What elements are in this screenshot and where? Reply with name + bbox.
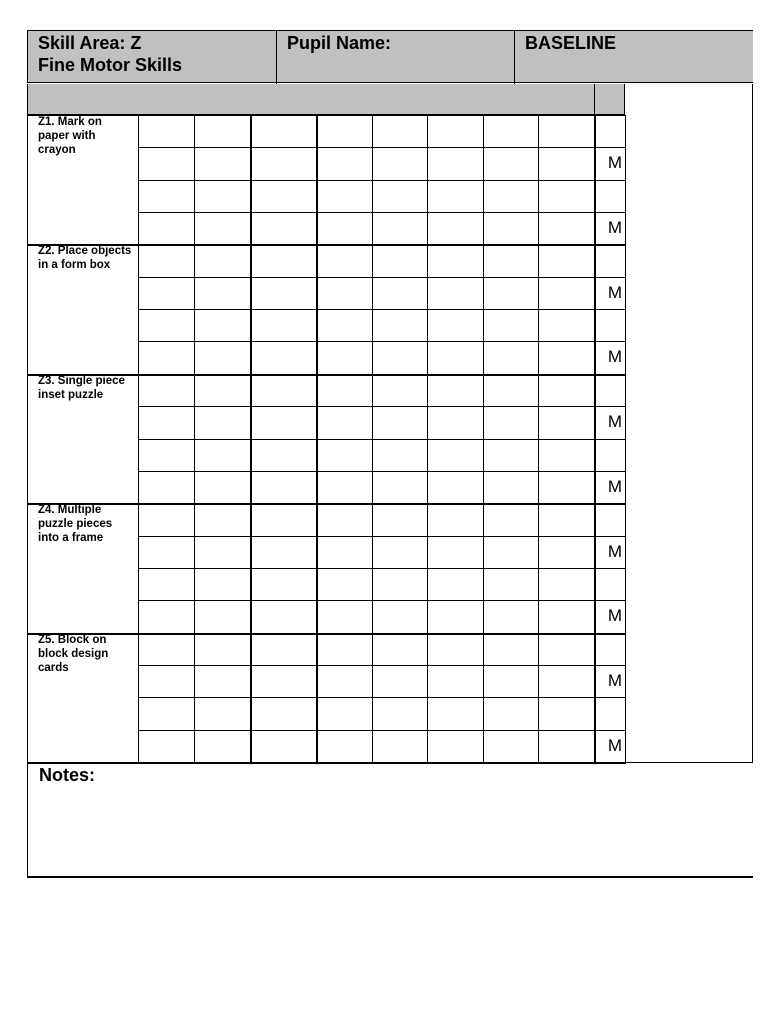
mastery-mark: M (607, 736, 623, 755)
column-header-bar (27, 84, 594, 115)
grid-row-line (138, 277, 626, 278)
grid-row-line (138, 309, 626, 310)
mastery-mark: M (607, 218, 623, 237)
grid-row-line (138, 212, 626, 213)
notes-label: Notes: (39, 765, 96, 785)
mastery-mark: M (607, 671, 623, 690)
grid-row-line (138, 406, 626, 407)
mastery-mark: M (607, 542, 623, 561)
mastery-mark: M (607, 477, 623, 496)
assessment-sheet (27, 30, 753, 878)
skill-label: Z2. Place objects in a form box (38, 245, 132, 271)
header-row (27, 30, 753, 83)
skill-label: Z4. Multiple puzzle pieces into a frame (38, 504, 113, 544)
recording-grid (27, 115, 626, 762)
mastery-mark: M (607, 412, 623, 431)
skill-area-cell (28, 31, 277, 84)
grid-row-line (138, 730, 626, 731)
grid-row-line (138, 665, 626, 666)
pupil-name-label: Pupil Name: (287, 33, 392, 53)
skill-label: Z1. Mark on paper with crayon (38, 116, 102, 156)
grid-row-line (138, 697, 626, 698)
grid-column-line (27, 115, 28, 762)
grid-row-line (138, 341, 626, 342)
grid-row-line (138, 439, 626, 440)
grid-row-line (138, 536, 626, 537)
baseline-label: BASELINE (525, 33, 617, 53)
mastery-mark: M (607, 347, 623, 366)
baseline-cell (515, 31, 754, 84)
mastery-mark: M (607, 606, 623, 625)
mastery-mark: M (607, 153, 623, 172)
mastery-mark: M (607, 283, 623, 302)
skill-area-subtitle: Fine Motor Skills (38, 55, 183, 75)
right-blank-panel (625, 84, 753, 762)
grid-row-line (138, 600, 626, 601)
grid-row-line (138, 568, 626, 569)
grid-row-line (138, 180, 626, 181)
skill-label: Z5. Block on block design cards (38, 634, 109, 674)
mark-column-header (594, 84, 625, 115)
skill-area-title: Skill Area: Z (38, 33, 142, 53)
grid-row-line (138, 147, 626, 148)
pupil-name-cell[interactable] (277, 31, 515, 84)
grid-row-line (138, 471, 626, 472)
skill-label: Z3. Single piece inset puzzle (38, 375, 125, 401)
notes-section[interactable] (27, 762, 753, 878)
